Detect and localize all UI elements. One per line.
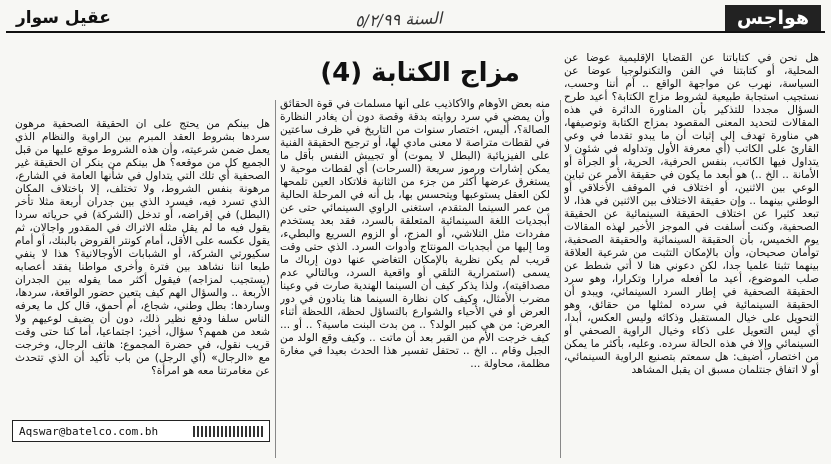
column-divider	[560, 100, 561, 458]
article-text-middle: منه بعض الأوهام والأكاذيب على أنها مسلمات في قوة الحقائق وأن يمضي في سرد روايته بدقة وقصة دون أن يغادر النظارة الصالة؟، أليس، اختصار سنوات من التاريخ في ظرف ساعتين في لقطات متراصة لا معنى مادي لها، أو ترجيح الحقيقة الفنية على الفيزيائية (البطل لا يموت) أو تجييش النفس بأقل ما يمكن إشارات ورموز سريعة (السرحات) أي لقطات موحية لا يستغرق عرضها أكثر من جزء من الثانية فلاتكاد العين تلمحها لكن العقل يستوعبها ويتحسس بها، بل أنه في المرحلة الحالية من عمر السينما المتقدم، استغنى الراوي السينمائي حتى عن أبجديات اللغة السينمائية المتعلقة بالسرد، فقد بعد يستخدم مفردات مثل التلاشي، أو المزج، أو الزوم السريع والبطيء، وما إليها من أبجديات المونتاج وأدوات السرد. الذي حتى وقت قريب لم يكن نظرية بالإمكان التغاضي عنها دون إرباك ما يسمى (استمرارية التلقي أو واقعية السرد، وبالتالي عدم مصداقيته)، ولذا يذكر كيف أن السينما الهندية صارت في وعينا مضرب الأمثال، وكيف كان نظارة السينما هنا ينادون في دور العرض أو في الأحياء والشوارع بالتساؤل لحظة، اللحظة أثناء العرض: من هي كبير الولد؟ .. من بدت البنت ماسية؟ .. أو ... كيف خرجت الأم من القبر بعد أن ماتت .. وكيف وقع الولد من الجبل وقام .. الخ .. تحتفل تفسير هذا الحدث بعيدا في مغارة مظلمة، محاولة ...	[280, 98, 550, 370]
column-divider	[275, 100, 276, 458]
header-rule	[6, 31, 825, 33]
author-email: Aqswar@batelco.com.bh	[19, 424, 159, 438]
article-column-left	[15, 118, 270, 418]
author-email-box	[12, 420, 270, 442]
handwritten-date: السنة ٥/٢/٩٩	[354, 8, 443, 31]
article-text-left: هل بينكم من يحتج على ان الحقيقة الصحفية مرهون سردها بشروط العقد المبرم بين الراوية والنظام الذي يعمل ضمن شرعيته، وأن هذه الشروط موقع عليها من قبل الجميع كل من موقعه؟ هل بينكم من ينكر ان الحقيقة غير الصحفية أي تلك التي يتداول في شأنها العامة في الشارع، مرهونة بنفس الشروط، ولا تختلف، إلا باختلاف المكان الذي تسرد فيه، فيسرد الذي بين جدران أربعة مثلا تأخر (البطل) في إقراضه، أو تدخل (الشركة) في حرياته سردا يقول فيه ما لم يقل مثله الاتراك في المقدور واجالان، ثم يقول عكسه على الأقل، أمام كونتر القروض بالبنك، أو أمام سكيورتي الشركة، أو الشبابات الأوجالانية؟ هذا لا ينفي طبعا اننا نشاهد بين فترة وأخرى مواطنا يفقد أعصابه (يستجيب لمزاجه) فيقول أكثر مما يقوله بين الجدران الأربعة .. والسؤال الهم كيف يتعين حضور الواقعة، سردها، وساردها: بطل وطني، شجاع، أم أحمق، قال كل ما يعرفه الناس سلفا ودفع نظير ذلك، دون أن يضيف لوعيهم ولا شعد من همهم؟ سؤال، أخير: اجتماعيا، أما كنا حتى وقت قريب نقول، في حضرة المجموع: هاتف الرجال، وخرجت مع «الرجال» (أي الرجل) من باب تأكيد أن الذي تتحدث عن مغامرتنا معه هو امرأة؟	[15, 118, 270, 377]
article-column-middle	[280, 98, 550, 460]
column-logo: هواجس	[725, 5, 821, 31]
article-title: مزاج الكتابة (4)	[320, 58, 520, 88]
email-decoration	[193, 426, 263, 437]
author-name: عقيل سوار	[16, 8, 111, 28]
article-column-right	[564, 52, 819, 460]
article-text-right: هل نحن في كتاباتنا عن القضايا الإقليمية عوضا عن المحلية، أو كتابتنا في الفن والتكنولوجيا عوضا عن السياسة، نهرب عن مواجهة الواقع .. أم أننا وحسب، نستجيب استجابة طبيعية لشروط مزاج الكتابة؟ أعيد طرح السؤال مجددا للتذكير بأن المناورة الدائرة في هذه المقالات لتحديد المعنى المقصود بمزاج الكتابة وتوصيفها، هي مناورة تهدف إلى إثبات أن ما يبدو تقدما في وعي القارئ على الكاتب (أي معرفة الأول وتداوله في شئون لا يتداول فيها الكاتب، بنفس الحرفية، الحرية، أو الجرأة أو الأمانة .. الخ ..) هو أبعد ما يكون في حقيقة الأمر عن تباين الوعي بين الاثنين، أو اختلاف في الموقف الأخلاقي أو الوطني بينهما .. وإن حقيقة الاختلاف بين الاثنين في هذا، لا تبعد كثيرا عن اختلاف الحقيقة السينمائية عن الحقيقة الصحفية، وكنت أسلفت في الموجز الأخير لهذه المقالات يوم الخميس، بأن الحقيقة السينمائية والحقيقة الصحفية، توأمان صحيحان، وأن بالإمكان التثبت من شرعية العلاقة بينهما تثبتا علميا جدا، لكن دعوني هنا لا أتي شطط عن صلب الموضوع، أعيد ما أفعله مرارا وتكرارا، وهو سرد الحقيقة الصحفية في إطار السرد السينمائي، ويبدو أن الحقيقة السينمائية في سرده لمثلها من حقائق، وهو التحويل على خيال المستقبل وذكائه وليس العكس، أبدا، أي ليس التعويل على ذكاء وخيال الراوية الصحفي أو السينمائي وإلا في هذه الحالة سرده. وعليه، بأكثر ما يمكن من اختصار، أضيف: هل سمعتم بتصنيع الراوية السينمائي، أو لا اتفاق جنتلمان مسبق ان يقبل المشاهد	[564, 52, 819, 376]
